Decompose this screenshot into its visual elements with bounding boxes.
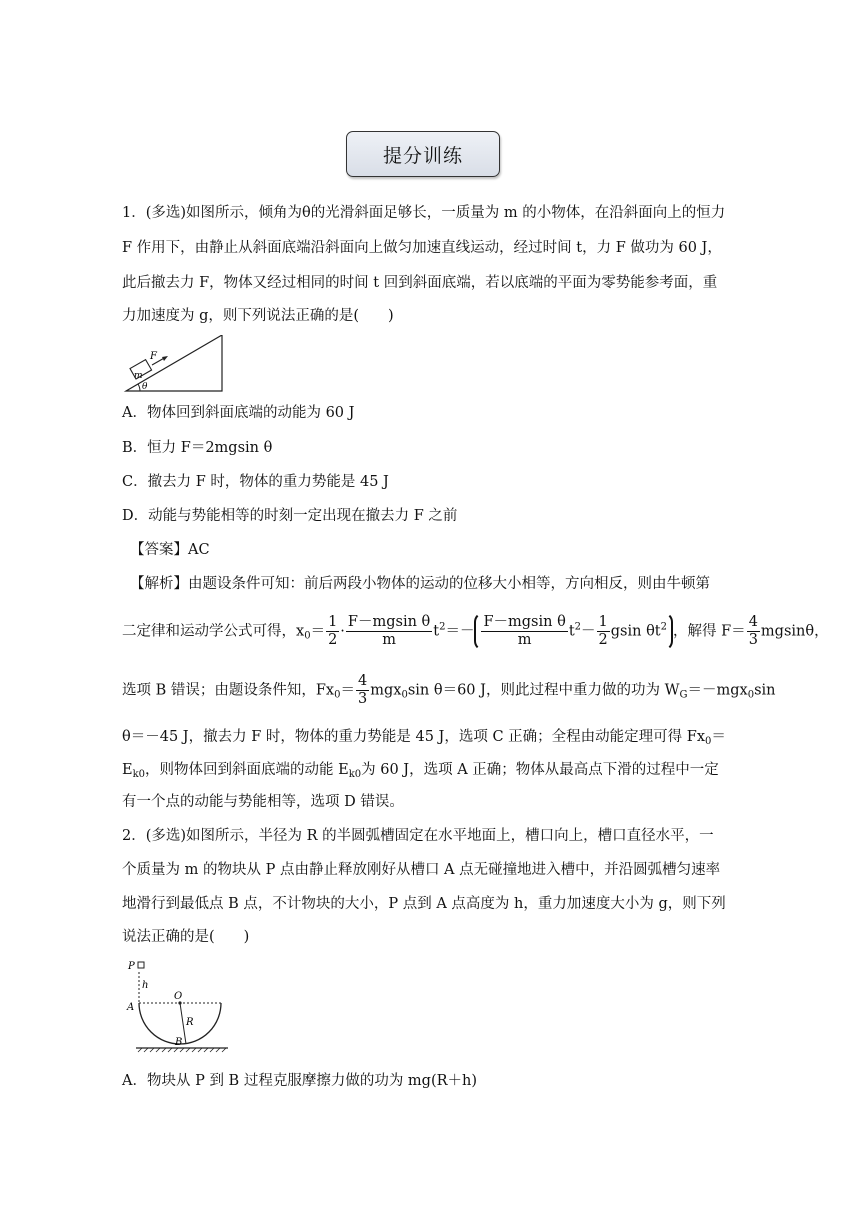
- equals-minus: ＝－: [445, 623, 475, 640]
- superscript: 2: [439, 621, 446, 633]
- q2-label-r: R: [186, 1017, 194, 1028]
- q1-answer: 【答案】AC: [130, 542, 210, 558]
- superscript: 2: [574, 621, 582, 633]
- fraction-force: [481, 614, 567, 649]
- q1-analysis-line-3: [122, 673, 775, 708]
- q1-analysis-line-6: 有一个点的动能与势能相等，选项 D 错误。: [122, 794, 404, 810]
- q1-analysis-line-2: [122, 612, 829, 651]
- subscript: 0: [334, 689, 341, 701]
- analysis-text: ＝－mgx: [687, 682, 748, 699]
- q2-text-line-1: 2．(多选)如图所示，半径为 R 的半圆弧槽固定在水平地面上，槽口向上，槽口直径水平，一: [122, 828, 714, 844]
- q1-incline-figure: [122, 335, 226, 393]
- fraction-numerator: F－mgsin θ: [347, 614, 431, 630]
- fraction-numerator: 4: [358, 673, 368, 689]
- fraction-half: [326, 614, 339, 649]
- fraction-denominator: 3: [358, 691, 368, 707]
- q2-label-p: P: [128, 961, 135, 972]
- minus-sign: －: [581, 623, 596, 640]
- fraction-numerator: F－mgsin θ: [483, 614, 566, 630]
- q2-label-h: h: [142, 980, 149, 991]
- equals-sign: ＝: [310, 623, 326, 640]
- subscript: k0: [132, 769, 146, 780]
- section-title: 提分训练: [346, 131, 500, 177]
- q1-angle-label: θ: [142, 382, 148, 392]
- q1-text-line-2: F 作用下，由静止从斜面底端沿斜面向上做匀加速直线运动，经过时间 t，力 F 做功为 60 J，: [122, 240, 722, 256]
- q1-analysis-line-4: [122, 727, 726, 747]
- equals-sign: ＝: [711, 729, 726, 745]
- analysis-text: mgx: [370, 682, 402, 699]
- time-variable: t: [568, 623, 575, 640]
- q2-option-a: A．物块从 P 到 B 过程克服摩擦力做的功为 mg(R＋h): [122, 1073, 478, 1089]
- subscript: k0: [348, 769, 362, 780]
- q1-force-label: F: [150, 351, 157, 362]
- q2-text-line-4: 说法正确的是( ): [122, 929, 250, 945]
- q2-semicircle-figure: [124, 956, 232, 1054]
- fraction-denominator: 3: [748, 632, 758, 648]
- fraction-denominator: 2: [328, 632, 338, 648]
- fraction-numerator: 4: [748, 614, 758, 630]
- q2-label-a: A: [127, 1002, 135, 1013]
- analysis-text: θ＝－45 J，撤去力 F 时，物体的重力势能是 45 J，选项 C 正确；全程由动能定理可得 Fx: [122, 729, 706, 745]
- analysis-text: sin: [754, 682, 776, 699]
- analysis-text: 为 60 J，选项 A 正确；物体从最高点下滑的过程中一定: [361, 762, 719, 778]
- analysis-text: E: [122, 762, 133, 778]
- q1-text-line-4: 力加速度为 g，则下列说法正确的是( ): [122, 308, 394, 324]
- fraction-four-thirds: [356, 673, 369, 708]
- q1-analysis-line-1: 【解析】由题设条件可知：前后两段小物体的运动的位移大小相等，方向相反，则由牛顿第: [130, 576, 710, 592]
- fraction-four-thirds: [747, 614, 760, 649]
- q1-option-c: C．撤去力 F 时，物体的重力势能是 45 J: [122, 474, 389, 490]
- fraction-numerator: 1: [598, 614, 608, 630]
- subscript: 0: [401, 689, 408, 701]
- q2-label-b: B: [175, 1037, 183, 1048]
- fraction-force: [346, 614, 432, 649]
- q1-text-line-1: 1．(多选)如图所示，倾角为θ的光滑斜面足够长，一质量为 m 的小物体，在沿斜面向上的恒力: [122, 205, 726, 221]
- subscript: 0: [747, 689, 755, 701]
- q1-analysis-line-5: [122, 760, 719, 780]
- expression-tail: gsin θt: [610, 623, 661, 640]
- fraction-numerator: 1: [328, 614, 338, 630]
- analysis-text: ，则物体回到斜面底端的动能 E: [145, 762, 349, 778]
- q1-option-b: B．恒力 F＝2mgsin θ: [122, 440, 273, 456]
- q1-option-d: D．动能与势能相等的时刻一定出现在撤去力 F 之前: [122, 508, 458, 524]
- subscript: G: [679, 689, 688, 701]
- fraction-denominator: m: [382, 632, 396, 648]
- fraction-denominator: m: [517, 632, 532, 648]
- q1-option-a: A．物体回到斜面底端的动能为 60 J: [122, 405, 355, 421]
- q1-text-line-3: 此后撤去力 F，物体又经过相同的时间 t 回到斜面底端，若以底端的平面为零势能参考面，重: [122, 275, 718, 291]
- subscript: 0: [304, 630, 311, 642]
- q2-label-o: O: [174, 991, 183, 1002]
- analysis-text: 二定律和运动学公式可得，x: [122, 623, 305, 640]
- analysis-text: mgsinθ，: [760, 623, 829, 640]
- time-variable: t: [433, 623, 440, 640]
- fraction-half: [597, 614, 610, 649]
- q1-mass-label: m: [134, 371, 143, 381]
- q2-text-line-3: 地滑行到最低点 B 点，不计物块的大小，P 点到 A 点高度为 h，重力加速度大小为 g，则下列: [122, 896, 726, 912]
- analysis-text: 选项 B 错误；由题设条件知，Fx: [122, 682, 335, 699]
- equals-sign: ＝: [340, 682, 355, 699]
- superscript: 2: [660, 621, 668, 633]
- analysis-text: sin θ＝60 J，则此过程中重力做的功为 W: [407, 682, 680, 699]
- analysis-text: ，解得 F＝: [673, 623, 746, 640]
- q2-text-line-2: 个质量为 m 的物块从 P 点由静止释放刚好从槽口 A 点无碰撞地进入槽中，并沿圆弧槽匀速率: [122, 862, 721, 878]
- dot-operator: ·: [340, 623, 345, 640]
- bracket-expression: [474, 612, 673, 651]
- fraction-denominator: 2: [598, 632, 608, 648]
- subscript: 0: [705, 736, 712, 747]
